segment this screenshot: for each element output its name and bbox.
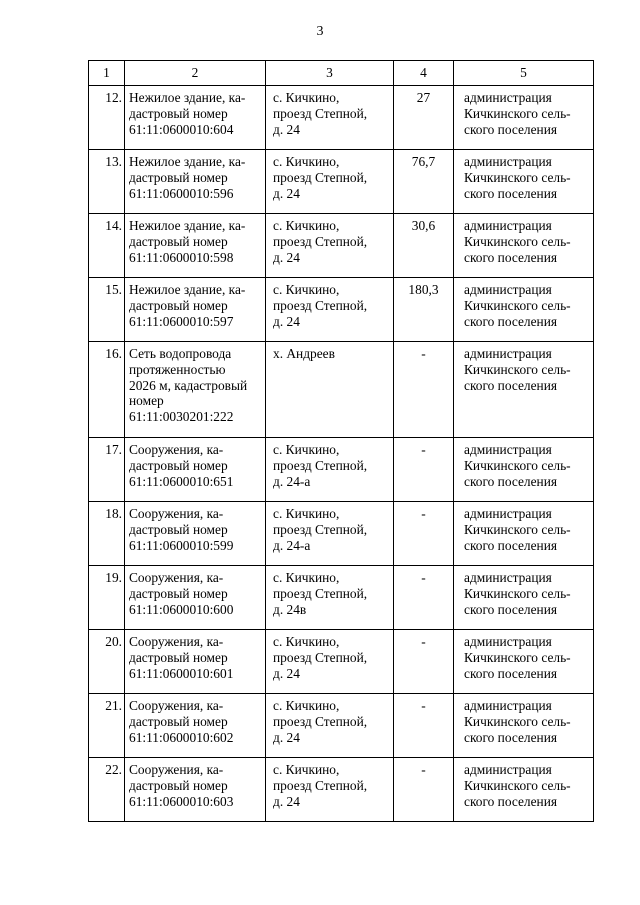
table-row bbox=[89, 694, 594, 758]
object-name: Сооружения, ка- дастровый номер 61:11:0600010:599 bbox=[129, 506, 234, 553]
table-row bbox=[89, 150, 594, 214]
object-area: 76,7 bbox=[411, 154, 436, 169]
object-address: с. Кичкино, проезд Степной, д. 24 bbox=[273, 634, 368, 681]
header-cell-4: 4 bbox=[394, 61, 454, 86]
header-row bbox=[89, 61, 594, 86]
row-number: 17. bbox=[105, 442, 122, 457]
object-address: с. Кичкино, проезд Степной, д. 24 bbox=[273, 698, 368, 745]
object-area: - bbox=[421, 346, 426, 361]
object-address: с. Кичкино, проезд Степной, д. 24 bbox=[273, 282, 368, 329]
object-area: - bbox=[421, 698, 426, 713]
table-row bbox=[89, 86, 594, 150]
object-name: Сооружения, ка- дастровый номер 61:11:0600010:601 bbox=[129, 634, 234, 681]
object-owner: администрация Кичкинского сель- ского поселения bbox=[464, 634, 571, 681]
table-row bbox=[89, 502, 594, 566]
row-number: 13. bbox=[105, 154, 122, 169]
table-row bbox=[89, 342, 594, 438]
row-number: 15. bbox=[105, 282, 122, 297]
object-area: - bbox=[421, 570, 426, 585]
object-name: Сооружения, ка- дастровый номер 61:11:0600010:603 bbox=[129, 762, 234, 809]
object-area: - bbox=[421, 442, 426, 457]
object-owner: администрация Кичкинского сель- ского поселения bbox=[464, 698, 571, 745]
page-number: 3 bbox=[316, 24, 324, 39]
object-address: с. Кичкино, проезд Степной, д. 24 bbox=[273, 762, 368, 809]
object-owner: администрация Кичкинского сель- ского поселения bbox=[464, 90, 571, 137]
object-name: Сооружения, ка- дастровый номер 61:11:0600010:602 bbox=[129, 698, 234, 745]
object-area: - bbox=[421, 506, 426, 521]
object-owner: администрация Кичкинского сель- ского поселения bbox=[464, 346, 571, 393]
object-owner: администрация Кичкинского сель- ского поселения bbox=[464, 506, 571, 553]
object-address: х. Андреев bbox=[273, 346, 335, 361]
object-address: с. Кичкино, проезд Степной, д. 24 bbox=[273, 154, 368, 201]
object-owner: администрация Кичкинского сель- ского поселения bbox=[464, 218, 571, 265]
object-name: Сеть водопровода протяженностью 2026 м, кадастровый номер 61:11:0030201:222 bbox=[129, 346, 248, 425]
object-name: Нежилое здание, ка- дастровый номер 61:11:0600010:604 bbox=[129, 90, 246, 137]
object-area: 30,6 bbox=[411, 218, 436, 233]
object-owner: администрация Кичкинского сель- ского поселения bbox=[464, 762, 571, 809]
object-owner: администрация Кичкинского сель- ского поселения bbox=[464, 442, 571, 489]
table-row bbox=[89, 214, 594, 278]
object-address: с. Кичкино, проезд Степной, д. 24-а bbox=[273, 442, 368, 489]
row-number: 20. bbox=[105, 634, 122, 649]
object-address: с. Кичкино, проезд Степной, д. 24 bbox=[273, 90, 368, 137]
object-area: 180,3 bbox=[408, 282, 439, 297]
table-row bbox=[89, 758, 594, 822]
row-number: 19. bbox=[105, 570, 122, 585]
row-number: 22. bbox=[105, 762, 122, 777]
header-cell-3: 3 bbox=[266, 61, 394, 86]
header-cell-2: 2 bbox=[125, 61, 266, 86]
row-number: 14. bbox=[105, 218, 122, 233]
table-row bbox=[89, 566, 594, 630]
object-owner: администрация Кичкинского сель- ского поселения bbox=[464, 570, 571, 617]
row-number: 18. bbox=[105, 506, 122, 521]
object-name: Нежилое здание, ка- дастровый номер 61:11:0600010:598 bbox=[129, 218, 246, 265]
object-address: с. Кичкино, проезд Степной, д. 24-а bbox=[273, 506, 368, 553]
object-owner: администрация Кичкинского сель- ского поселения bbox=[464, 154, 571, 201]
header-cell-5: 5 bbox=[454, 61, 594, 86]
object-address: с. Кичкино, проезд Степной, д. 24в bbox=[273, 570, 368, 617]
object-area: - bbox=[421, 762, 426, 777]
property-registry-table bbox=[88, 60, 594, 822]
object-name: Сооружения, ка- дастровый номер 61:11:0600010:651 bbox=[129, 442, 234, 489]
object-area: - bbox=[421, 634, 426, 649]
table-row bbox=[89, 630, 594, 694]
object-name: Нежилое здание, ка- дастровый номер 61:11:0600010:596 bbox=[129, 154, 246, 201]
table-row bbox=[89, 278, 594, 342]
object-area: 27 bbox=[416, 90, 431, 105]
row-number: 12. bbox=[105, 90, 122, 105]
object-name: Нежилое здание, ка- дастровый номер 61:11:0600010:597 bbox=[129, 282, 246, 329]
object-name: Сооружения, ка- дастровый номер 61:11:0600010:600 bbox=[129, 570, 234, 617]
object-owner: администрация Кичкинского сель- ского поселения bbox=[464, 282, 571, 329]
object-address: с. Кичкино, проезд Степной, д. 24 bbox=[273, 218, 368, 265]
table-row bbox=[89, 438, 594, 502]
row-number: 16. bbox=[105, 346, 122, 361]
row-number: 21. bbox=[105, 698, 122, 713]
header-cell-1: 1 bbox=[89, 61, 125, 86]
